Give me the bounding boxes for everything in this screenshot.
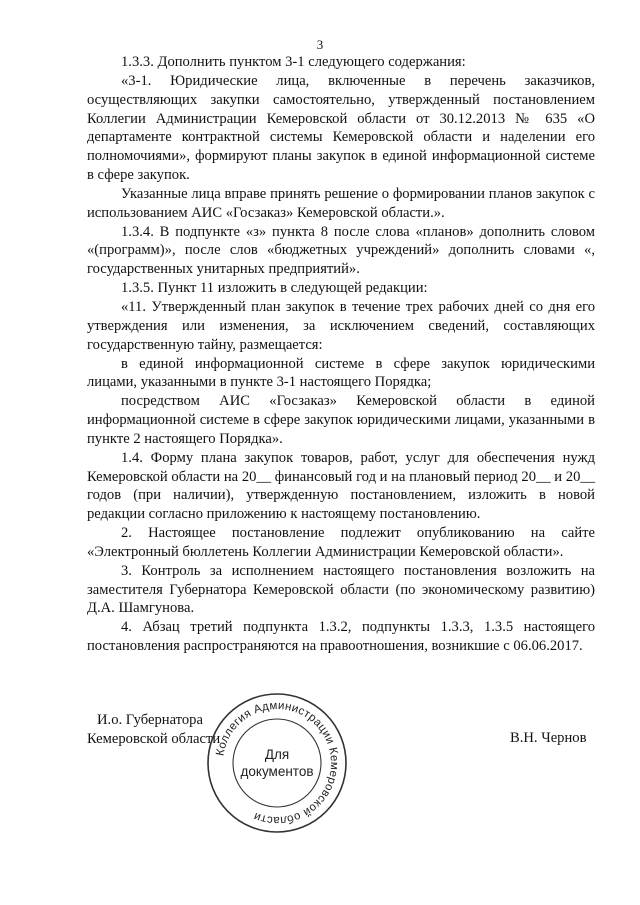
paragraph-11-ais: посредством АИС «Госзаказ» Кемеровской области в единой информационной системе в сфере закупок юридическими лицами, указанными в пункте 2 настоящего Порядка». xyxy=(87,393,595,447)
page-number: 3 xyxy=(316,37,324,52)
position-line-1: И.о. Губернатора xyxy=(97,712,203,728)
seal-center-line-1: Для xyxy=(264,747,290,762)
seal-stamp xyxy=(204,690,350,836)
seal-ring-text: Коллегия Администрации Кемеровской области xyxy=(214,699,341,827)
paragraph-11: «11. Утвержденный план закупок в течение трех рабочих дней со дня его утверждения или изменения, за исключением сведений, составляющих государственную тайну, размещается: xyxy=(87,298,595,353)
paragraph-3: 3. Контроль за исполнением настоящего постановления возложить на заместителя Губернатора Кемеровской области (по экономическому развитию) Д.А. Шамгунова. xyxy=(87,562,595,617)
paragraph-1-3-3: 1.3.3. Дополнить пунктом 3-1 следующего содержания: xyxy=(121,54,466,70)
paragraph-2: 2. Настоящее постановление подлежит опубликованию на сайте «Электронный бюллетень Коллегии Администрации Кемеровской области». xyxy=(87,525,595,560)
paragraph-1-3-5: 1.3.5. Пункт 11 изложить в следующей редакции: xyxy=(121,280,428,297)
paragraph-4: 4. Абзац третий подпункта 1.3.2, подпункты 1.3.3, 1.3.5 настоящего постановления распространяются на правоотношения, возникшие с 06.06.2017. xyxy=(87,619,595,655)
position-line-2: Кемеровской области xyxy=(87,731,221,747)
paragraph-11-eis: в единой информационной системе в сфере закупок юридическими лицами, указанными в пункте 3-1 настоящего Порядка; xyxy=(87,355,595,391)
paragraph-1-4: 1.4. Форму плана закупок товаров, работ, услуг для обеспечения нужд Кемеровской области на 20__ финансовый год и на плановый период 20__ и 20__ годов (при наличии), утвержденную постановлением, изложить в новой редакции согласно приложению к настоящему постановлению. xyxy=(87,449,595,523)
signatory-name: В.Н. Чернов xyxy=(510,730,587,746)
signatory-position xyxy=(87,711,220,749)
paragraph-3-1-decision: Указанные лица вправе принять решение о формировании планов закупок с использованием АИС «Госзаказ» Кемеровской области.». xyxy=(87,185,595,221)
paragraph-1-3-4: 1.3.4. В подпункте «з» пункта 8 после слова «планов» дополнить словом «(программ)», после слов «бюджетных учреждений» дополнить словами «, государственных унитарных предприятий». xyxy=(87,223,595,278)
paragraph-3-1: «3-1. Юридические лица, включенные в перечень заказчиков, осуществляющих закупки самостоятельно, утвержденный постановлением Коллегии Администрации Кемеровской области от 30.12.2013 № 635 «О департаменте контрактной системы Кемеровской области и наделении его полномочиями», формируют планы закупок в единой информационной системе в сфере закупок. xyxy=(87,72,595,184)
seal-center-line-2: документов xyxy=(240,764,314,779)
